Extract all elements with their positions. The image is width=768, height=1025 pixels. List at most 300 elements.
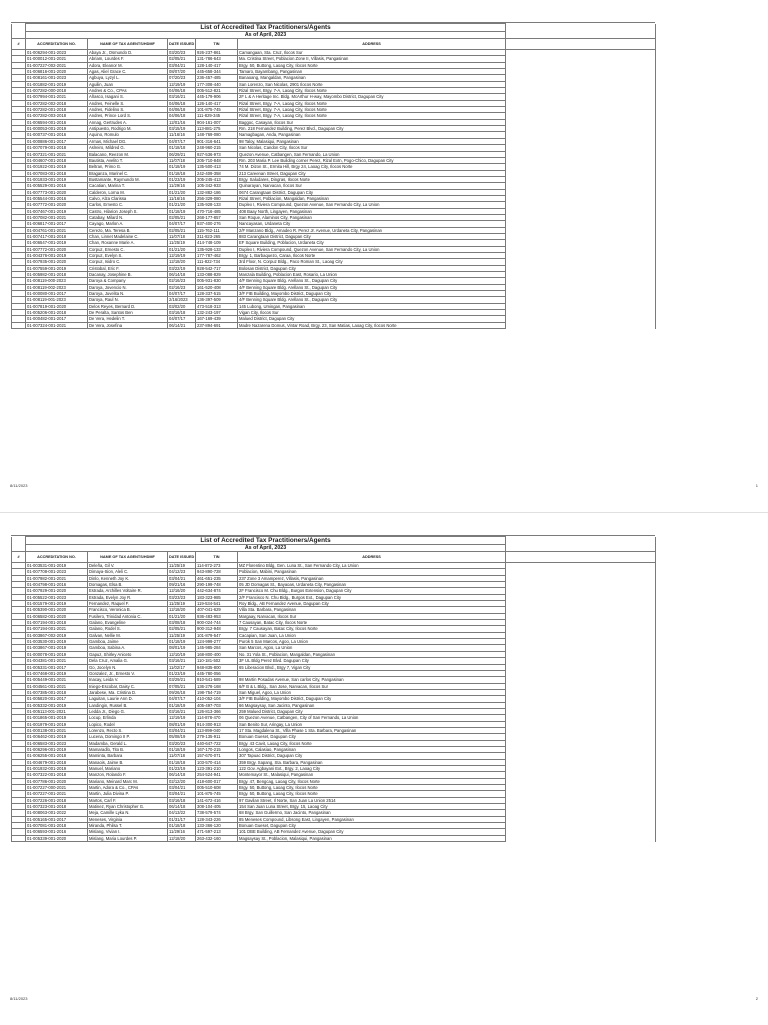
accreditation-no-cell: 01-007819-001-2020 bbox=[26, 303, 88, 309]
tin-cell: 236-457-485 bbox=[196, 75, 238, 81]
date-issued-cell: 06/14/18 bbox=[168, 772, 196, 778]
tin-cell: 131-786-643 bbox=[196, 56, 238, 62]
date-issued-cell: 04/06/18 bbox=[168, 107, 196, 113]
address-cell: Brgy. 50, Buttong, Laoag City, Ilocos Norte bbox=[238, 785, 506, 791]
accreditation-no-cell: 01-003530-001-2019 bbox=[26, 639, 88, 645]
address-cell: Roy Bldg., AB Fernandez Avenue, Dagupan City bbox=[238, 601, 506, 607]
agent-name-cell: Calvo, Alza Clarissa bbox=[88, 195, 168, 201]
address-cell: San Lorenzo, San Nicolas, 2901 Ilocos Norte bbox=[238, 81, 506, 87]
address-cell: Malued District, Dagupan City bbox=[238, 316, 506, 322]
tin-cell: 005-931-830 bbox=[196, 278, 238, 284]
address-cell: 65 Liberacion Blvd., Brgy 7, Vigan City bbox=[238, 664, 506, 670]
accreditation-no-cell: 01-008119-002-2023 bbox=[26, 284, 88, 290]
address-cell: Namagbagan, Anda, Pangasinan bbox=[238, 132, 506, 138]
address-cell: 2/F Francisco N. Chu Bldg., Burgos Ext., Dagupan City bbox=[238, 594, 506, 600]
agent-name-cell: Martin, Adora & Co., CPAs bbox=[88, 785, 168, 791]
agent-name-cell: Andres, Feinelle S. bbox=[88, 100, 168, 106]
address-cell: Rizal Street, Brgy. 7-A, Laoag City, Ilocos Norte bbox=[238, 100, 506, 106]
accreditation-no-cell: 01-006583-001-2023 bbox=[26, 740, 88, 746]
date-issued-cell: 01/18/19 bbox=[168, 164, 196, 170]
agent-name-cell: Añasco, Isagani S. bbox=[88, 94, 168, 100]
date-issued-cell: 02/05/21 bbox=[168, 227, 196, 233]
agent-name-cell: Daroya, Juvelita N. bbox=[88, 291, 168, 297]
date-issued-cell: 06/14/18 bbox=[168, 804, 196, 810]
date-issued-cell: 03/20/23 bbox=[168, 50, 196, 56]
accreditation-no-cell: 01-005820-001-2017 bbox=[26, 696, 88, 702]
tin-cell: 279-135-911 bbox=[196, 734, 238, 740]
agent-name-cell: Braganza, Marinel C. bbox=[88, 170, 168, 176]
date-issued-cell: 08/01/19 bbox=[168, 645, 196, 651]
agent-name-cell: Cerezo, Ma. Teresa B. bbox=[88, 227, 168, 233]
accreditation-no-cell: 01-005529-001-2016 bbox=[26, 183, 88, 189]
date-issued-cell: 03/16/21 bbox=[168, 658, 196, 664]
accreditation-no-cell: 01-007226-001-2018 bbox=[26, 797, 88, 803]
agent-name-cell: De Peralta, Santos Ben bbox=[88, 310, 168, 316]
date-issued-cell: 04/07/17 bbox=[168, 138, 196, 144]
date-issued-cell: 01/23/19 bbox=[168, 670, 196, 676]
accreditation-no-cell: 01-006593-001-2016 bbox=[26, 829, 88, 835]
header-date: DATE ISSUED bbox=[168, 552, 196, 563]
date-issued-cell: 11/29/16 bbox=[168, 183, 196, 189]
date-issued-cell: 01/18/18 bbox=[168, 759, 196, 765]
tin-cell: 115-762-111 bbox=[196, 227, 238, 233]
tin-cell: 440-647-722 bbox=[196, 740, 238, 746]
agent-name-cell: Catabay, Milard N. bbox=[88, 214, 168, 220]
tin-cell: 167-169-439 bbox=[196, 316, 238, 322]
address-cell: 0674 Carangtaan District, Dagupan City bbox=[238, 189, 506, 195]
date-issued-cell: 01/18/18 bbox=[168, 170, 196, 176]
accreditation-no-cell: 01-000737-001-2016 bbox=[26, 132, 88, 138]
accreditation-no-cell: 01-007081-001-2018 bbox=[26, 823, 88, 829]
tin-cell: 926-237-861 bbox=[196, 50, 238, 56]
address-cell: Rizal Street, Brgy. 7-A, Laoag City, Ilocos Norte bbox=[238, 107, 506, 113]
accreditation-no-cell: 01-005339-001-2020 bbox=[26, 835, 88, 841]
accreditation-no-cell: 01-001865-001-2019 bbox=[26, 715, 88, 721]
accreditation-no-cell: 01-005331-001-2017 bbox=[26, 664, 88, 670]
tin-cell: 005-510-608 bbox=[196, 785, 238, 791]
agent-name-cell: Lucena, Domingo II P. bbox=[88, 734, 168, 740]
date-issued-cell: 01/18/18 bbox=[168, 145, 196, 151]
address-cell: Brgy. 50, Buttong, Laoag City, Ilocos Norte bbox=[238, 791, 506, 797]
tin-cell: 445-780-056 bbox=[196, 670, 238, 676]
agent-name-cell: Gapuz, Shirley Aniceto bbox=[88, 651, 168, 657]
tin-cell: 126-140-417 bbox=[196, 100, 238, 106]
accreditation-no-cell: 01-005206-001-2018 bbox=[26, 310, 88, 316]
date-issued-cell: 03/20/23 bbox=[168, 740, 196, 746]
header-date: DATE ISSUED bbox=[168, 39, 196, 50]
date-issued-cell: 04/13/22 bbox=[168, 810, 196, 816]
tin-cell: 177-308-440 bbox=[196, 81, 238, 87]
agent-name-cell: Go, Jocelyn N. bbox=[88, 664, 168, 670]
accreditation-no-cell: 01-005449-001-2021 bbox=[26, 677, 88, 683]
address-cell: Madre Nazarena Domus, Vintar Road, Brgy. 23, San Matias, Laoag City, Ilocos Norte bbox=[238, 322, 506, 328]
accreditation-no-cell: 01-005113-001-2021 bbox=[26, 708, 88, 714]
document-page-1 bbox=[0, 0, 768, 512]
tin-cell: 256-329-080 bbox=[196, 195, 238, 201]
address-cell: 66 Magsaysay, San Jacinto, Pangasinan bbox=[238, 702, 506, 708]
agent-name-cell: Chan, Roxanne Marie A. bbox=[88, 240, 168, 246]
date-issued-cell: 12/18/20 bbox=[168, 607, 196, 613]
tin-cell: 473-518-313 bbox=[196, 303, 238, 309]
date-issued-cell: 03/04/21 bbox=[168, 791, 196, 797]
accreditation-no-cell: 01-005522-001-2023 bbox=[26, 594, 88, 600]
accreditation-no-cell: 01-006462-001-2019 bbox=[26, 734, 88, 740]
accreditation-no-cell: 01-007194-001-2018 bbox=[26, 620, 88, 626]
accreditation-no-cell: 01-006296-001-2019 bbox=[26, 746, 88, 752]
agent-name-cell: Agas, Aliel Grace C. bbox=[88, 69, 168, 75]
date-issued-cell: 11/25/19 bbox=[168, 240, 196, 246]
address-cell: Bolosan District, Dagupan City bbox=[238, 265, 506, 271]
date-issued-cell: 09/26/18 bbox=[168, 689, 196, 695]
tin-cell: 900-024-744 bbox=[196, 620, 238, 626]
date-issued-cell: 03/04/21 bbox=[168, 785, 196, 791]
accreditation-no-cell: 01-004679-001-2018 bbox=[26, 759, 88, 765]
row-number-cell bbox=[12, 835, 26, 841]
tin-cell: 105-342-933 bbox=[196, 183, 238, 189]
date-issued-cell: 12/19/19 bbox=[168, 253, 196, 259]
accreditation-no-cell: 01-007323-001-2018 bbox=[26, 804, 88, 810]
accreditation-no-cell: 01-007772-001-2020 bbox=[26, 202, 88, 208]
date-issued-cell: 11/16/16 bbox=[168, 195, 196, 201]
accreditation-no-cell: 01-000482-001-2017 bbox=[26, 316, 88, 322]
agent-name-cell: Domagas, Elsa B. bbox=[88, 582, 168, 588]
tin-cell: 445-658-344 bbox=[196, 69, 238, 75]
address-cell: San Nicolas, Candon City, Ilocos Sur bbox=[238, 145, 506, 151]
date-issued-cell: 11/25/19 bbox=[168, 563, 196, 569]
date-issued-cell: 03/04/21 bbox=[168, 62, 196, 68]
address-cell: 307 Tapuac District, Dagupan City bbox=[238, 753, 506, 759]
address-cell: 98 Martin Posadas Avenue, San carlos City, Pangasinan bbox=[238, 677, 506, 683]
address-cell: No. 31 Yola St., Poblacion, Mangaldan, Pangasinan bbox=[238, 651, 506, 657]
address-cell: Manzala Building, Poblacion East, Rosario, La Union bbox=[238, 272, 506, 278]
accreditation-no-cell: 01-004376-001-2019 bbox=[26, 253, 88, 259]
date-issued-cell: 02/12/20 bbox=[168, 778, 196, 784]
accreditation-no-cell: 01-001882-001-2019 bbox=[26, 81, 88, 87]
agent-name-cell: Cayago, Marlon A. bbox=[88, 221, 168, 227]
address-cell: Ma. Cristina Street, Poblacion Zone II, Villasis, Pangasinan bbox=[238, 56, 506, 62]
agent-name-cell: Galano, Evangeline bbox=[88, 620, 168, 626]
tin-cell: 114-872-273 bbox=[196, 563, 238, 569]
tin-cell: 461-651-235 bbox=[196, 575, 238, 581]
accreditation-no-cell: 01-005165-001-2017 bbox=[26, 816, 88, 822]
footer-page-number: 2 bbox=[755, 996, 758, 1001]
date-issued-cell: 03/16/21 bbox=[168, 94, 196, 100]
header-accreditation: ACCREDITATION NO. bbox=[26, 39, 88, 50]
date-issued-cell: 03/02/20 bbox=[168, 303, 196, 309]
tin-cell: 111-829-345 bbox=[196, 113, 238, 119]
address-cell: 4/F Benning Square Bldg. Arellano St., Dagupan City bbox=[238, 297, 506, 303]
agent-name-cell: Manaois, Jaime B. bbox=[88, 759, 168, 765]
address-cell: Rm. 218 Fernandez Building, Perez Blvd., Dagupan City bbox=[238, 126, 506, 132]
accreditation-no-cell: 01-001933-001-2019 bbox=[26, 176, 88, 182]
date-issued-cell: 08/01/19 bbox=[168, 721, 196, 727]
tin-cell: 103-570-414 bbox=[196, 759, 238, 765]
date-issued-cell: 01/23/19 bbox=[168, 766, 196, 772]
address-cell: Duplex I, Riviera Compound, Quezon Avenue, San Fernando City, La Union bbox=[238, 202, 506, 208]
date-issued-cell: 12/16/20 bbox=[168, 588, 196, 594]
agent-name-cell: Delos Reyes, Bernard D. bbox=[88, 303, 168, 309]
address-cell: 97 Gavilan Street, Il Norte, San Juan La Union 2514 bbox=[238, 797, 506, 803]
date-issued-cell: 04/06/18 bbox=[168, 100, 196, 106]
address-cell: Poblacion, Mabini, Pangasinan bbox=[238, 569, 506, 575]
tin-cell: 205-245-413 bbox=[196, 176, 238, 182]
tin-cell: 904-161-007 bbox=[196, 119, 238, 125]
address-cell: 4/F Benning Square Bldg. Arellano St., Dagupan City bbox=[238, 284, 506, 290]
tin-cell: 943-890-728 bbox=[196, 569, 238, 575]
tin-cell: 242-409-358 bbox=[196, 170, 238, 176]
accreditation-no-cell: 01-007559-001-2019 bbox=[26, 265, 88, 271]
agent-name-cell: Castro, Hilarion Joseph S. bbox=[88, 208, 168, 214]
date-issued-cell: 04/07/17 bbox=[168, 221, 196, 227]
accreditation-no-cell: 01-007772-001-2020 bbox=[26, 246, 88, 252]
address-cell: Brgy. 7 Causayan, Batac City, Ilocos Norte bbox=[238, 626, 506, 632]
accreditation-no-cell: 01-000080-001-2017 bbox=[26, 291, 88, 297]
tin-cell: 148-769-080 bbox=[196, 132, 238, 138]
tin-cell: 937-400-276 bbox=[196, 221, 238, 227]
tin-cell: 101-879-547 bbox=[196, 632, 238, 638]
header-tin: TIN bbox=[196, 552, 238, 563]
date-issued-cell: 01/21/20 bbox=[168, 189, 196, 195]
address-cell: San Roque, Alaminos City, Pangasinan bbox=[238, 214, 506, 220]
date-issued-cell: 04/07/17 bbox=[168, 316, 196, 322]
tin-cell: 948-835-800 bbox=[196, 664, 238, 670]
date-issued-cell: 04/12/23 bbox=[168, 569, 196, 575]
tin-cell: 470-716-485 bbox=[196, 208, 238, 214]
tin-cell: 161-520-408 bbox=[196, 284, 238, 290]
tin-cell: 114-878-470 bbox=[196, 715, 238, 721]
date-issued-cell: 03/04/21 bbox=[168, 727, 196, 733]
accreditation-no-cell: 01-008119-001-2023 bbox=[26, 297, 88, 303]
tin-cell: 128-337-515 bbox=[196, 291, 238, 297]
tin-cell: 901-316-641 bbox=[196, 138, 238, 144]
tin-cell: 910-541-589 bbox=[196, 677, 238, 683]
address-cell: Banaoang, Mangaldan, Pangasinan bbox=[238, 75, 506, 81]
address-cell: Cacapian, San Juan, La Union bbox=[238, 632, 506, 638]
date-issued-cell: 07/05/21 bbox=[168, 683, 196, 689]
agent-name-cell: Abaya Jr., Osmundo D. bbox=[88, 50, 168, 56]
tin-cell: 936-483-953 bbox=[196, 613, 238, 619]
address-cell: Brgy. 47, Bengcag, Laoag City, Ilocos Norte bbox=[238, 778, 506, 784]
agent-name-cell: Dimaya-Sion, Aleli C. bbox=[88, 569, 168, 575]
table-row bbox=[12, 322, 656, 328]
address-cell: Brgy. Saludares, Dingras, Ilocos Norte bbox=[238, 176, 506, 182]
agent-name-cell: Miranda, Philsa T. bbox=[88, 823, 168, 829]
agent-name-cell: Gamboa, Jaime bbox=[88, 639, 168, 645]
date-issued-cell: 03/04/21 bbox=[168, 575, 196, 581]
tin-cell: 410-052-104 bbox=[196, 696, 238, 702]
address-cell: 122 Gov. Agbayani Ext., Brgy. 2, Laoag City bbox=[238, 766, 506, 772]
accreditation-no-cell: 01-004798-001-2016 bbox=[26, 582, 88, 588]
tin-cell: 445-179-906 bbox=[196, 94, 238, 100]
agent-name-cell: Maminta, Barbara bbox=[88, 753, 168, 759]
date-issued-cell: 11/25/19 bbox=[168, 632, 196, 638]
accreditation-no-cell: 01-008119-000-2023 bbox=[26, 278, 88, 284]
agent-name-cell: Chan, Linnet Madelaine C. bbox=[88, 233, 168, 239]
address-cell: Quezon Avenue, Catbangen, San Fernando, La Union bbox=[238, 151, 506, 157]
address-cell: 237 Zone 3 Amamperez, Villasis, Pangasinan bbox=[238, 575, 506, 581]
tin-cell: 110-181-502 bbox=[196, 658, 238, 664]
agent-name-cell: Martos, Carl F. bbox=[88, 797, 168, 803]
address-cell: 213 Careenan Street, Dagupan City bbox=[238, 170, 506, 176]
address-cell: Quinarayan, Narvacan, Ilocos Sur bbox=[238, 183, 506, 189]
agent-name-cell: Ledda Jr., Diego G. bbox=[88, 708, 168, 714]
agent-name-cell: Fernandez, Raquel F. bbox=[88, 601, 168, 607]
practitioners-table-page-1 bbox=[11, 23, 656, 329]
tin-cell: 198-754-719 bbox=[196, 689, 238, 695]
agent-name-cell: Madamba, Gerald L. bbox=[88, 740, 168, 746]
agent-name-cell: Francisco, Veronica B. bbox=[88, 607, 168, 613]
address-cell: Villa Sta. Barbara, Pangasinan bbox=[238, 607, 506, 613]
date-issued-cell: 09/21/16 bbox=[168, 582, 196, 588]
date-issued-cell: 02/05/21 bbox=[168, 626, 196, 632]
tin-cell: 442-634-874 bbox=[196, 588, 238, 594]
date-issued-cell: 03/29/21 bbox=[168, 677, 196, 683]
date-issued-cell: 02/05/21 bbox=[168, 214, 196, 220]
address-cell: 68 Brgy. San Guillermo, San Jacinto, Pangasinan bbox=[238, 810, 506, 816]
accreditation-no-cell: 01-007417-001-2018 bbox=[26, 233, 88, 239]
accreditation-no-cell: 01-007282-002-2018 bbox=[26, 100, 88, 106]
tin-cell: 135-928-133 bbox=[196, 246, 238, 252]
address-cell: 2F L & A Heritage Inc. Bldg. McArthur H-way, Mayombo District, Dagupan City bbox=[238, 94, 506, 100]
address-cell: 3rd Floor, N. Corpuz Bldg., Paco Roman St., Laoag City bbox=[238, 259, 506, 265]
accreditation-no-cell: 01-001579-001-2019 bbox=[26, 601, 88, 607]
tin-cell: 268-177-857 bbox=[196, 214, 238, 220]
tin-cell: 168-800-400 bbox=[196, 651, 238, 657]
address-cell: Bonuan Gueset, Dagupan City bbox=[238, 823, 506, 829]
tin-cell: 136-278-168 bbox=[196, 683, 238, 689]
tin-cell: 900-312-948 bbox=[196, 626, 238, 632]
tin-cell: 183-323-985 bbox=[196, 594, 238, 600]
tin-cell: 119-534-541 bbox=[196, 601, 238, 607]
agent-name-cell: Cacatian, Marina T. bbox=[88, 183, 168, 189]
address-cell: 883 Carangtaan District, Dagupan City bbox=[238, 233, 506, 239]
address-cell: Rizal Street, Brgy. 7-A, Laoag City, Ilocos Norte bbox=[238, 88, 506, 94]
as-of-date: As of April, 2023 bbox=[26, 545, 506, 552]
address-cell: Tamaro, Bayambang, Pangasinan bbox=[238, 69, 506, 75]
address-cell: Purok 5 San Marcos, Agoo, La Union bbox=[238, 639, 506, 645]
accreditation-no-cell: 01-007282-001-2018 bbox=[26, 107, 88, 113]
agent-name-cell: Estrada, Evelyn Joy R. bbox=[88, 594, 168, 600]
tin-cell: 128-140-417 bbox=[196, 62, 238, 68]
tin-cell: 290-199-748 bbox=[196, 582, 238, 588]
address-cell: 4/F Benning Square Bldg. Arellano St., Dagupan City bbox=[238, 278, 506, 284]
agent-name-cell: Agbuya, Lyzyl L. bbox=[88, 75, 168, 81]
address-cell: MZ Florentino Bldg, Gen. Luna St., San Fernando City, La Union bbox=[238, 563, 506, 569]
date-issued-cell: 04/07/17 bbox=[168, 696, 196, 702]
accreditation-no-cell: 01-007194-001-2021 bbox=[26, 626, 88, 632]
accreditation-no-cell: 01-006547-001-2019 bbox=[26, 240, 88, 246]
date-issued-cell: 01/18/18 bbox=[168, 823, 196, 829]
date-issued-cell: 03/08/18 bbox=[168, 620, 196, 626]
date-issued-cell: 06/14/18 bbox=[168, 272, 196, 278]
agent-name-cell: Cristobal, Eric F. bbox=[88, 265, 168, 271]
address-cell: 6/F B & L Bldg., San Jose, Narvacan, Ilocos Sur bbox=[238, 683, 506, 689]
tin-cell: 141-672-416 bbox=[196, 797, 238, 803]
accreditation-no-cell: 01-005982-001-2018 bbox=[26, 272, 88, 278]
address-cell: 17 Sta. Magdalena St., Villa Phase 1 Sta. Barbara, Pangasinan bbox=[238, 727, 506, 733]
header-tin: TIN bbox=[196, 39, 238, 50]
accreditation-no-cell: 01-007982-001-2021 bbox=[26, 575, 88, 581]
agent-name-cell: Galano, Rodel S. bbox=[88, 626, 168, 632]
address-cell: Rizal Street, Poblacion, Mangaldan, Pangasinan bbox=[238, 195, 506, 201]
agent-name-cell: De Vera, Josefina bbox=[88, 322, 168, 328]
accreditation-no-cell: 01-000886-001-2017 bbox=[26, 138, 88, 144]
tin-cell: 123-391-210 bbox=[196, 766, 238, 772]
agent-name-cell: Laguitan, Laurie Ann D. bbox=[88, 696, 168, 702]
agent-name-cell: Corpuz, Evelyn S. bbox=[88, 253, 168, 259]
blank-margin-cell bbox=[506, 322, 656, 328]
date-issued-cell: 06/14/21 bbox=[168, 322, 196, 328]
agent-name-cell: Dela Cruz, Amalia G. bbox=[88, 658, 168, 664]
date-issued-cell: 04/06/18 bbox=[168, 113, 196, 119]
document-title: List of Accredited Tax Practitioners/Agents bbox=[26, 24, 506, 32]
accreditation-no-cell: 01-006582-001-2020 bbox=[26, 613, 88, 619]
accreditation-no-cell: 01-000078-001-2019 bbox=[26, 651, 88, 657]
header-address: ADDRESS bbox=[238, 39, 506, 50]
accreditation-no-cell: 01-001979-001-2019 bbox=[26, 721, 88, 727]
date-issued-cell: 01/18/19 bbox=[168, 639, 196, 645]
date-issued-cell: 11/02/17 bbox=[168, 664, 196, 670]
date-issued-cell: 03/22/19 bbox=[168, 265, 196, 271]
agent-name-cell: Calderon, Lorna M. bbox=[88, 189, 168, 195]
agent-name-cell: Gamboa, Sabina A. bbox=[88, 645, 168, 651]
date-issued-cell: 08/07/20 bbox=[168, 69, 196, 75]
accreditation-no-cell: 01-007282-003-2018 bbox=[26, 113, 88, 119]
date-issued-cell: 03/15/19 bbox=[168, 126, 196, 132]
accreditation-no-cell: 01-004561-001-2021 bbox=[26, 683, 88, 689]
date-issued-cell: 03/16/21 bbox=[168, 708, 196, 714]
accreditation-no-cell: 01-003867-001-2019 bbox=[26, 645, 88, 651]
as-of-date: As of April, 2023 bbox=[26, 32, 506, 39]
tin-cell: 113-899-040 bbox=[196, 727, 238, 733]
agent-name-cell: Gonzalez, Jr., Ernesto V. bbox=[88, 670, 168, 676]
accreditation-no-cell: 01-007322-001-2018 bbox=[26, 772, 88, 778]
footer-date: 8/11/2023 bbox=[10, 483, 28, 488]
address-cell: 259 Malued District, Dagupan City bbox=[238, 708, 506, 714]
tin-cell: 135-500-413 bbox=[196, 164, 238, 170]
address-cell: EF Square Building, Poblacion, Urdaneta City bbox=[238, 240, 506, 246]
agent-name-cell: Mislang, Vivian I. bbox=[88, 829, 168, 835]
tin-cell: 005-512-821 bbox=[196, 88, 238, 94]
agent-name-cell: Inacay, Leida V. bbox=[88, 677, 168, 683]
agent-name-cell: Andres, Fidelino S. bbox=[88, 107, 168, 113]
date-issued-cell: 12/18/20 bbox=[168, 835, 196, 841]
agent-name-cell: Mariano, Meinard Marc M. bbox=[88, 778, 168, 784]
accreditation-no-cell: 01-007227-000-2021 bbox=[26, 785, 88, 791]
tin-cell: 407-041-629 bbox=[196, 607, 238, 613]
address-cell: 06 Quezon Avenue, Catbangen, City of San Fernando, La Union bbox=[238, 715, 506, 721]
agent-name-cell: Dacanay, Josephine B. bbox=[88, 272, 168, 278]
tin-cell: 111-822-734 bbox=[196, 259, 238, 265]
accreditation-no-cell: 01-007467-001-2019 bbox=[26, 208, 88, 214]
agent-name-cell: Matinez, Ryan Christopher G. bbox=[88, 804, 168, 810]
date-issued-cell: 03/16/18 bbox=[168, 797, 196, 803]
date-issued-cell: 01/21/20 bbox=[168, 202, 196, 208]
agent-name-cell: Locup, Erlinda bbox=[88, 715, 168, 721]
address-cell: 408 Baay North, Lingayen, Pangasinan bbox=[238, 208, 506, 214]
agent-name-cell: Beltran, Primo G. bbox=[88, 164, 168, 170]
address-cell: Camangaan, Sta. Cruz, Ilocos Sur bbox=[238, 50, 506, 56]
agent-name-cell: Meja, Camille Lyka N. bbox=[88, 810, 168, 816]
tin-cell: 414-748-109 bbox=[196, 240, 238, 246]
accreditation-no-cell: 01-000012-001-2021 bbox=[26, 56, 88, 62]
agent-name-cell: Iniego-Escobar, Daisy C. bbox=[88, 683, 168, 689]
tin-cell: 133-366-120 bbox=[196, 823, 238, 829]
address-cell: 2/F Manzano Bldg., Amadeo R. Perez Jr. Avenue, Urdaneta City, Pangasinan bbox=[238, 227, 506, 233]
tin-cell: 145-985-284 bbox=[196, 645, 238, 651]
footer-date: 8/11/2023 bbox=[10, 996, 28, 1001]
tin-cell: 254-524-941 bbox=[196, 772, 238, 778]
